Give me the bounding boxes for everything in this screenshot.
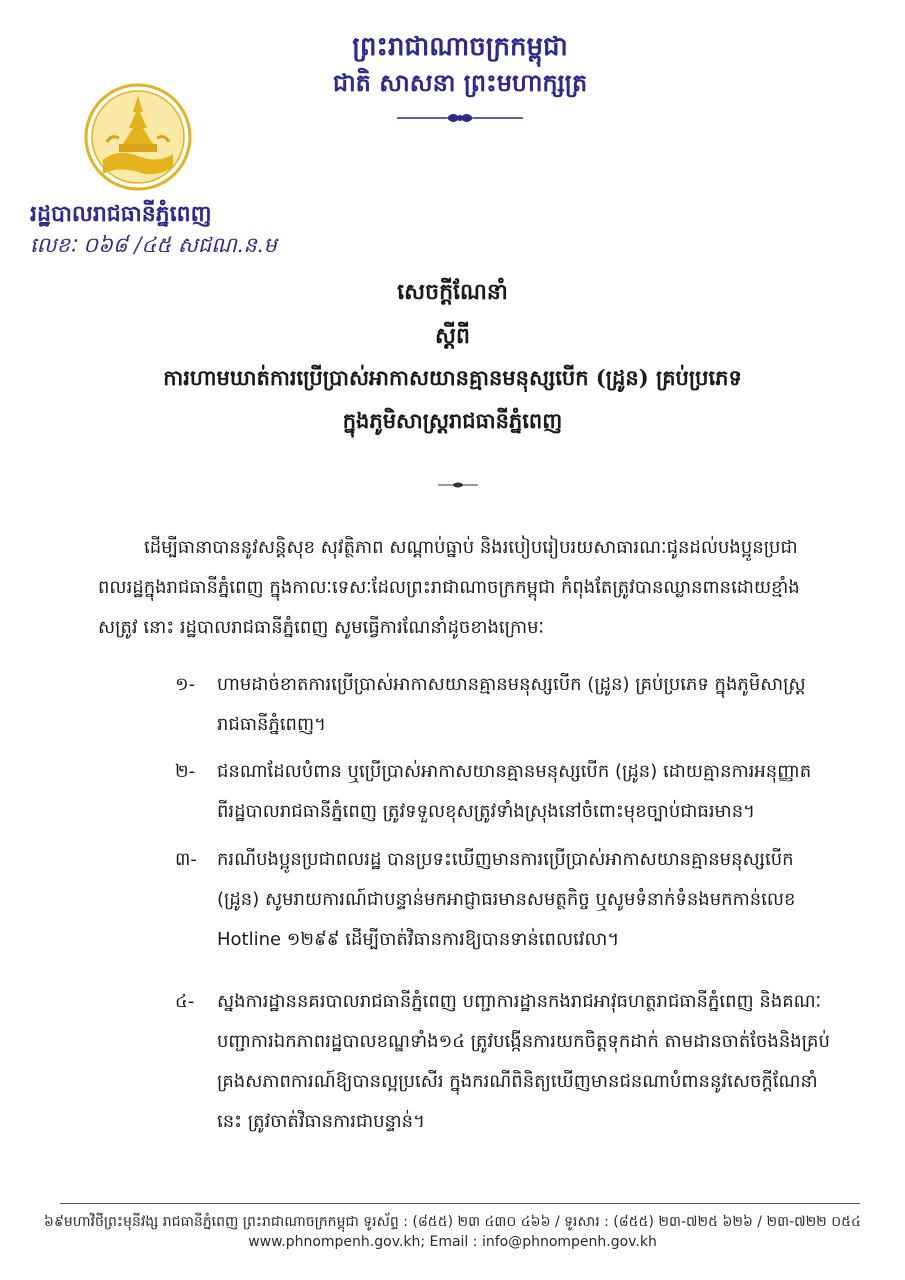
item-text: ស្នងការដ្ឋាននគរបាលរាជធានីភ្នំពេញ បញ្ជាការដ្ឋានកងរាជអាវុធហត្ថរាជធានីភ្នំពេញ និងគណៈបញ្ជាការឯកភាពរដ្ឋបាលខណ្ឌទាំង១៤ ត្រូវបង្កើនការយកចិត្តទុកដាក់ តាមដានចាត់ចែងនិងគ្រប់គ្រងសភាពការណ៍ឱ្យបានល្អប្រសើរ ក្នុងករណីពិនិត្យឃើញមានជនណាបំពាននូវសេចក្តីណែនាំនេះ ត្រូវចាត់វិធានការជាបន្ទាន់។ (217, 991, 830, 1132)
document-title: សេចក្តីណែនាំ (397, 279, 508, 305)
item-number: ១- (175, 674, 196, 695)
divider-ornament-icon (438, 480, 478, 490)
issuer-name: រដ្ឋបាលរាជធានីភ្នំពេញ (30, 201, 212, 227)
intro-paragraph: ដើម្បីធានាបាននូវសន្តិសុខ សុវត្ថិភាព សណ្តាប់ធ្នាប់ និងរបៀបរៀបរយសាធារណៈជូនដល់បងប្អូនប្រជាពលរដ្ឋក្នុងរាជធានីភ្នំពេញ ក្នុងកាលៈទេសៈដែលព្រះរាជាណាចក្រកម្ពុជា កំពុងតែត្រូវបានឈ្លានពានដោយខ្មាំងសត្រូវ នោះ រដ្ឋបាលរាជធានីភ្នំពេញ សូមធ្វើការណែនាំដូចខាងក្រោមៈ (98, 537, 800, 638)
item-text: ជនណាដែលបំពាន ឬប្រើប្រាស់អាកាសយានគ្មានមនុស្សបើក (ដ្រូន) ដោយគ្មានការអនុញ្ញាតពីរដ្ឋបាលរាជធានីភ្នំពេញ ត្រូវទទួលខុសត្រូវទាំងស្រុងនៅចំពោះមុខច្បាប់ជាធរមាន។ (217, 761, 812, 822)
national-motto: ជាតិ សាសនា ព្រះមហាក្សត្រ (332, 68, 588, 97)
item-text: ករណីបងប្អូនប្រជាពលរដ្ឋ បានប្រទះឃើញមានការប្រើប្រាស់អាកាសយានគ្មានមនុស្សបើក (ដ្រូន) សូមរាយការណ៍ជាបន្ទាន់មកអាជ្ញាធរមានសមត្ថកិច្ច ឬសូមទំនាក់ទំនងមកកាន់លេខ Hotline ១២៩៩ ដើម្បីចាត់វិធានការឱ្យបានទាន់ពេលវេលា។ (217, 849, 796, 950)
document-number: លេខៈ ០៦៨ /៤៥ សជណ.ន.ម (30, 233, 277, 257)
list-item (175, 982, 840, 1142)
footer-divider (60, 1203, 860, 1204)
title-regarding: ស្តីពី (435, 323, 470, 349)
item-text: ហាមដាច់ខាតការប្រើប្រាស់អាកាសយានគ្មានមនុស្សបើក (ដ្រូន) គ្រប់ប្រភេទ ក្នុងភូមិសាស្ត្ររាជធានីភ្នំពេញ។ (217, 674, 806, 735)
footer-contact: www.phnompenh.gov.kh; Email : info@phnompenh.gov.kh (248, 1234, 657, 1250)
footer-address: ៦៩មហាវិថីព្រះមុនីវង្ស រាជធានីភ្នំពេញ ព្រះរាជាណាចក្រកម្ពុជា ទូរស័ព្ទ : (៨៥៥) ២៣ ៤៣០ ៤៦៦ / ទូរសារ : (៨៥៥) ២៣-៧២៥ ៦២៦ / ២៣-៧២២ ០៥៤ (44, 1214, 861, 1230)
kingdom-title: ព្រះរាជាណាចក្រកម្ពុជា (352, 32, 568, 62)
title-location: ក្នុងភូមិសាស្ត្ររាជធានីភ្នំពេញ (342, 408, 563, 433)
title-subject: ការហាមឃាត់ការប្រើប្រាស់អាកាសយានគ្មានមនុស្សបើក (ដ្រូន) គ្រប់ប្រភេទ (163, 365, 742, 390)
list-item (175, 665, 840, 745)
item-number: ៤- (175, 991, 195, 1012)
item-number: ២- (175, 761, 196, 782)
item-number: ៣- (175, 849, 197, 870)
header-ornament-icon (395, 108, 525, 128)
phnom-penh-emblem-icon (83, 82, 193, 192)
list-item (175, 752, 840, 832)
list-item (175, 840, 840, 960)
